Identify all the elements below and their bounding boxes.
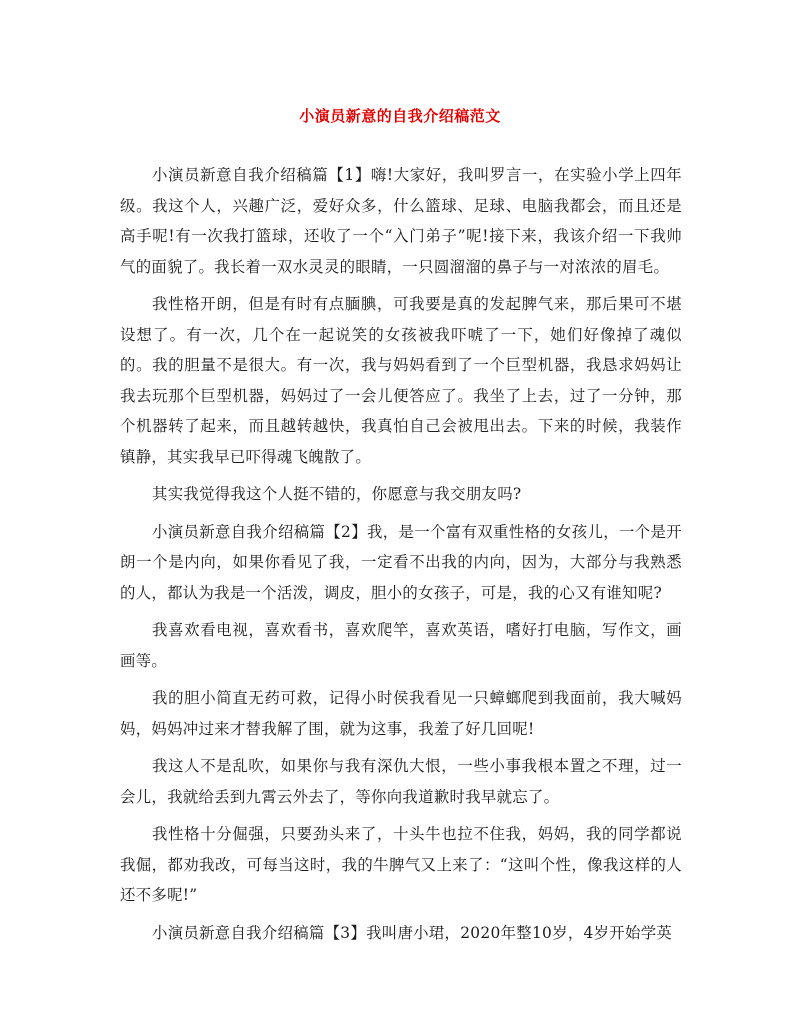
paragraph: 我这人不是乱吹，如果你与我有深仇大恨，一些小事我根本置之不理，过一会儿，我就给丢到九霄云外去了，等你向我道歉时我早就忘了。 [120, 757, 682, 806]
paragraph: 小演员新意自我介绍稿篇【2】我，是一个富有双重性格的女孩儿，一个是开朗一个是内向，如果你看见了我，一定看不出我的内向，因为，大部分与我熟悉的人，都认为我是一个活泼，调皮，胆小的女孩子，可是，我的心又有谁知呢? [120, 522, 682, 602]
document-title: 小演员新意的自我介绍稿范文 [299, 107, 501, 125]
paragraph: 我喜欢看电视，喜欢看书，喜欢爬竿，喜欢英语，嗜好打电脑，写作文，画画等。 [120, 621, 682, 670]
paragraph: 我性格开朗，但是有时有点腼腆，可我要是真的发起脾气来，那后果可不堪设想了。有一次，几个在一起说笑的女孩被我吓唬了一下，她们好像掉了魂似的。我的胆量不是很大。有一次，我与妈妈看到了一个巨型机器，我恳求妈妈让我去玩那个巨型机器，妈妈过了一会儿便答应了。我坐了上去，过了一分钟，那个机器转了起来，而且越转越快，我真怕自己会被甩出去。下来的时候，我装作镇静，其实我早已吓得魂飞魄散了。 [120, 295, 682, 466]
paragraph: 小演员新意自我介绍稿篇【3】我叫唐小珺，2020年整10岁，4岁开始学英 [152, 923, 673, 942]
paragraph: 小演员新意自我介绍稿篇【1】嗨!大家好，我叫罗言一，在实验小学上四年级。我这个人，兴趣广泛，爱好众多，什么篮球、足球、电脑我都会，而且还是高手呢!有一次我打篮球，还收了一个“入门弟子”呢!接下来，我该介绍一下我帅气的面貌了。我长着一双水灵灵的眼睛，一只圆溜溜的鼻子与一对浓浓的眉毛。 [120, 166, 682, 276]
paragraph: 我性格十分倔强，只要劲头来了，十头牛也拉不住我，妈妈，我的同学都说我倔，都劝我改，可每当这时，我的牛脾气又上来了：“这叫个性，像我这样的人还不多呢!” [120, 825, 682, 904]
paragraph: 其实我觉得我这个人挺不错的，你愿意与我交朋友吗? [152, 485, 522, 503]
document-body [120, 160, 682, 955]
paragraph: 我的胆小简直无药可救，记得小时侯我看见一只蟑螂爬到我面前，我大喊妈妈，妈妈冲过来才替我解了围，就为这事，我羞了好几回呢! [120, 689, 682, 738]
